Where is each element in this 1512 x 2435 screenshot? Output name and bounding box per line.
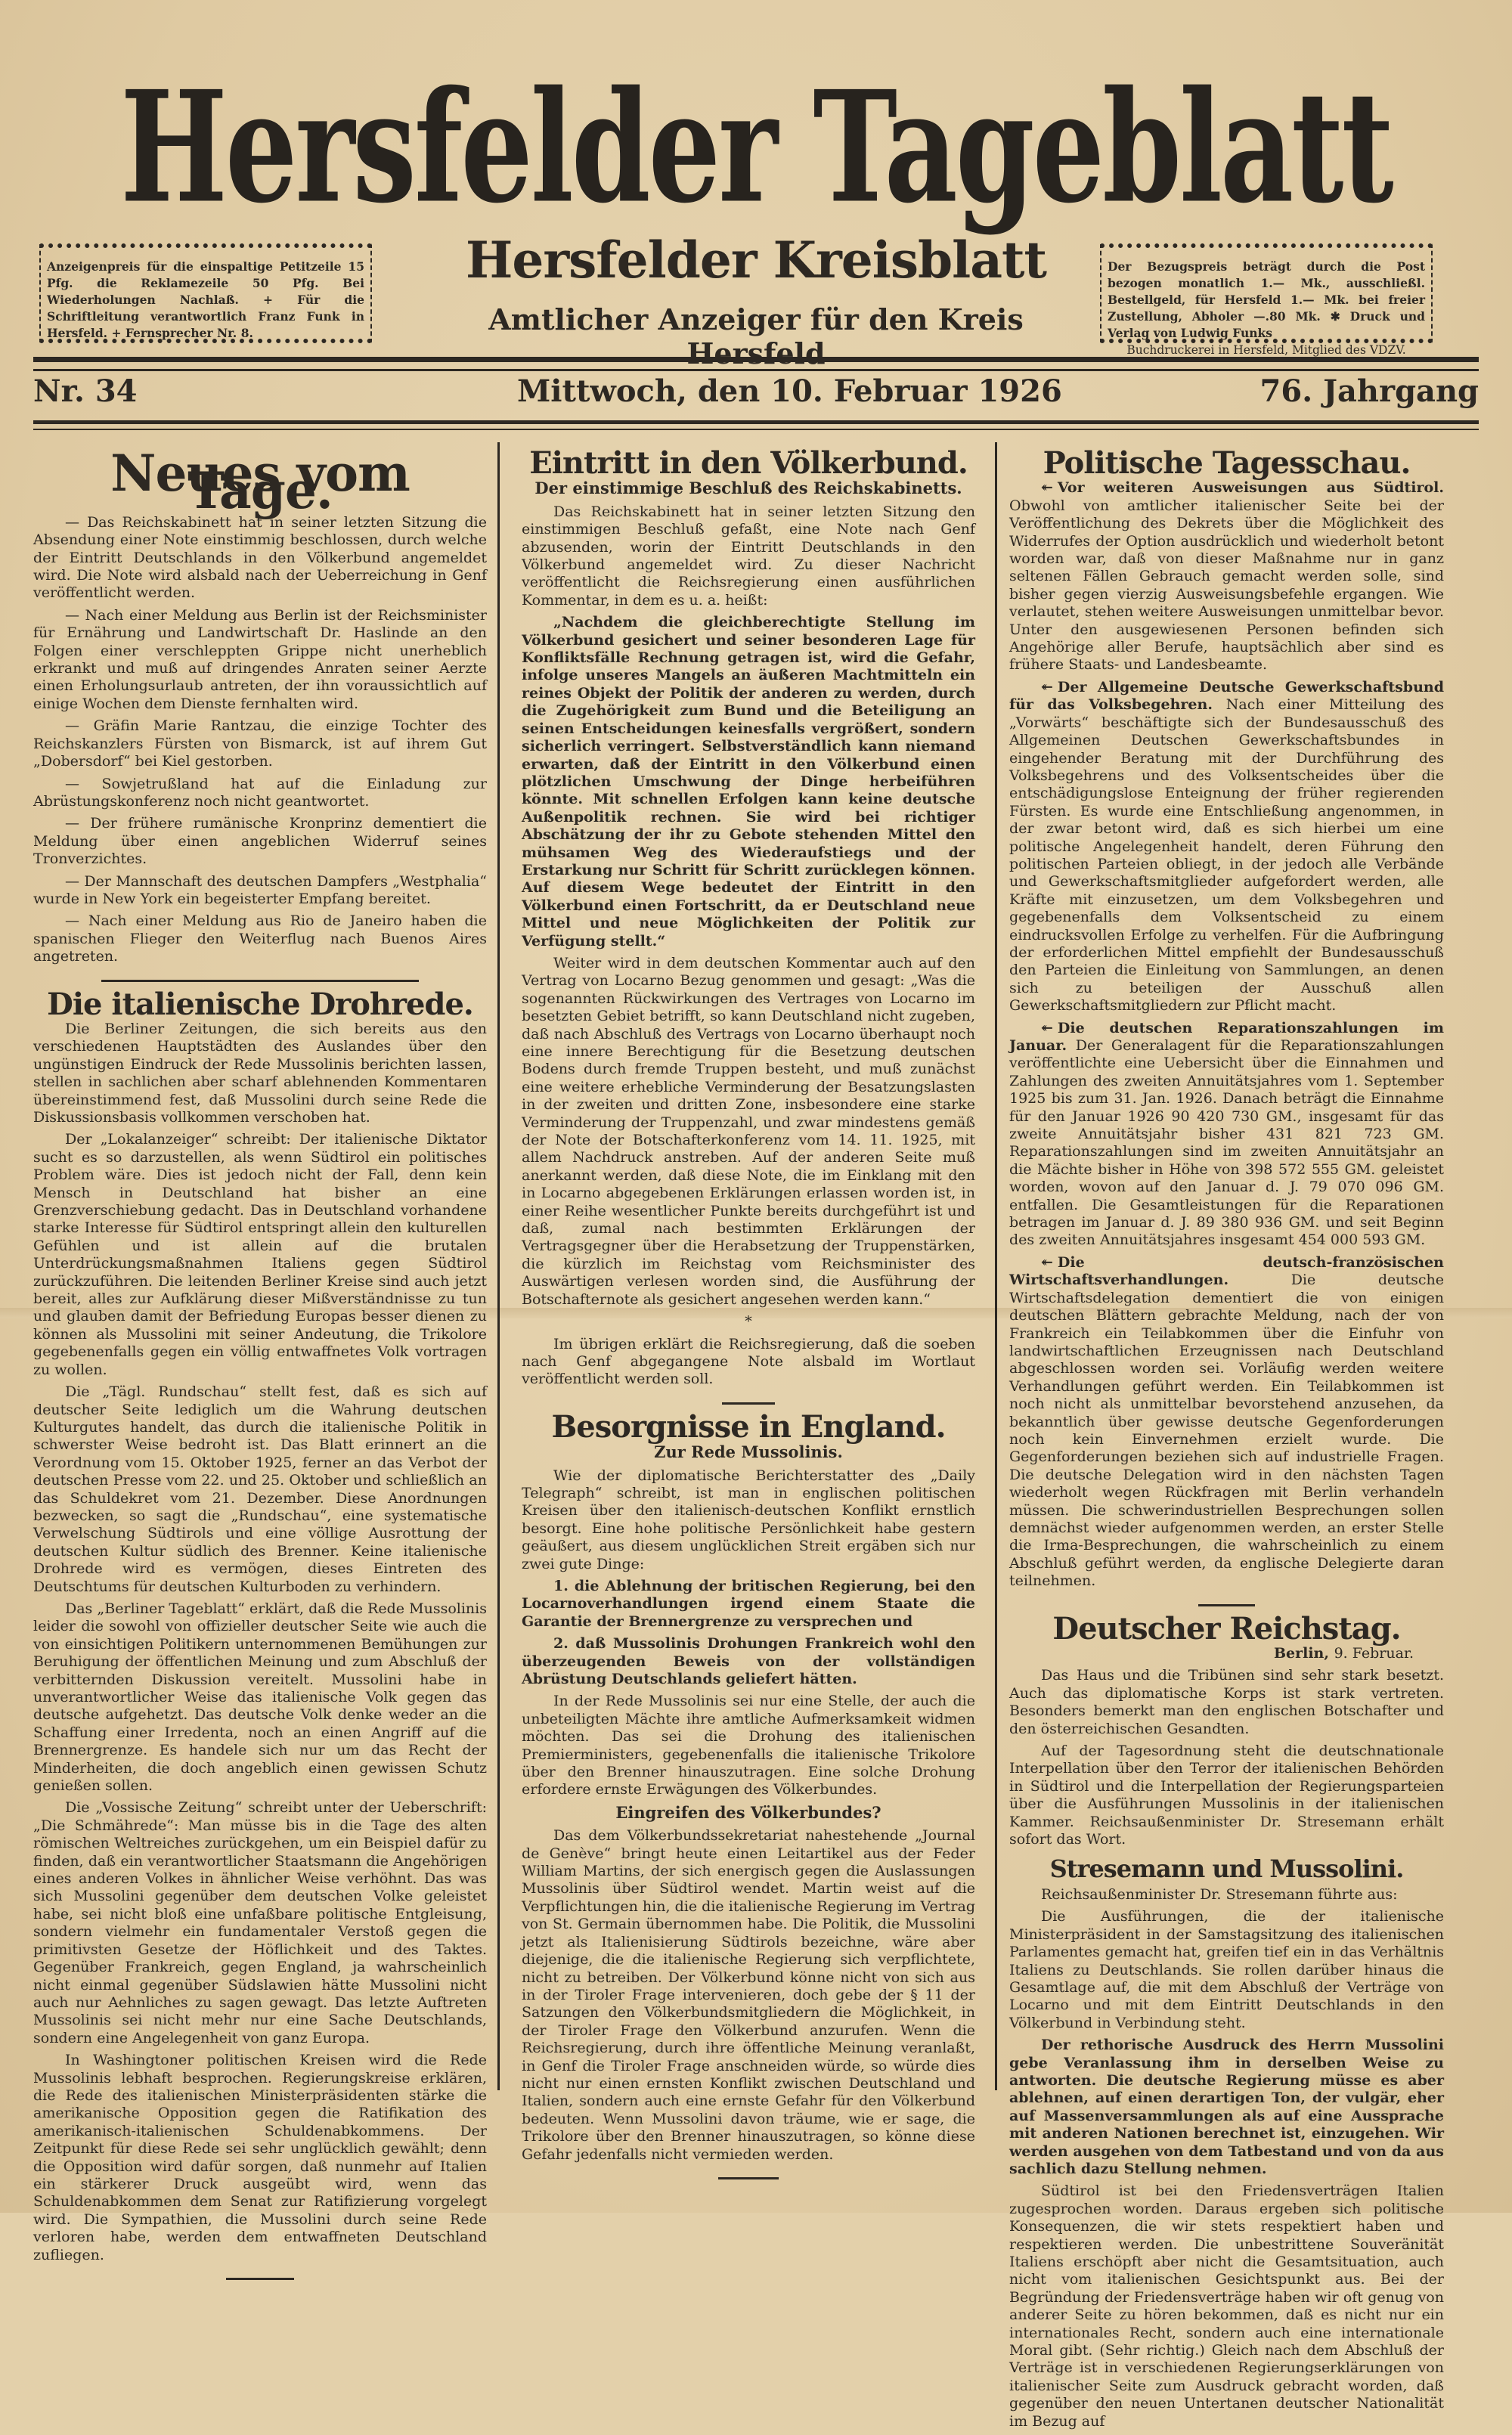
masthead-divider [33, 357, 1479, 371]
item-marker-icon: ↞ [1041, 1019, 1053, 1036]
item-lead: Vor weiteren Ausweisungen aus Südtirol. [1057, 479, 1444, 497]
quoted-commentary: „Nachdem die gleichberechtigte Stellung im Völkerbund gesichert und seiner besonderen Lage für Konfliktsfälle Rechnung getragen ist, wird die Gefahr, infolge unseres Mangels an äußeren Machtmitteln ein reines Objekt der Politik der anderen zu werden, durch die Zugehörigkeit zum Bund und die Beteiligung an seinen Entscheidungen keinesfalls vergrößert, sondern sicherlich verringert. Selbstverständlich kann niemand erwarten, daß der Eintritt in den Völkerbund einen plötzlichen Umschwung der Dinge herbeiführen könnte. Mit schnellen Erfolgen kann keine deutsche Außenpolitik rechnen. Sie wird bei richtiger Abschätzung der ihr zu Gebote stehenden Mittel den mühsamen Weg des Wiederaufstiegs und der Erstarkung nur Schritt für Schritt zurücklegen können. Auf diesem Wege bedeutet der Eintritt in den Völkerbund einen Fortschritt, da er Deutschland neue Mittel und neue Möglichkeiten der Politik zur Verfügung stellt.“ [522, 614, 975, 950]
news-item: — Sowjetrußland hat auf die Einladung zur Abrüstungskonferenz noch nicht geantwortet. [33, 775, 487, 810]
news-heading: Neues vom Tage. [110, 444, 410, 521]
voelkerbund-heading: Eintritt in den Völkerbund. [529, 445, 968, 481]
section-divider [101, 980, 419, 982]
news-item: — Der frühere rumänische Kronprinz dementiert die Meldung über einen angeblichen Widerruf seines Tronverzichtes. [33, 815, 487, 868]
article-paragraph: Wie der diplomatische Berichterstatter des „Daily Telegraph“ schreibt, ist man in englischen politischen Kreisen über den italienisch-deutschen Konflikt ernstlich besorgt. Eine hohe politische Persönlichkeit habe gestern geäußert, aus diesem unglücklichen Streit ergäben sich nur zwei gute Dinge: [522, 1467, 975, 1572]
dateline [1009, 1645, 1414, 1662]
issue-volume: 76. Jahrgang [1259, 373, 1479, 409]
stresemann-heading: Stresemann und Mussolini. [1049, 1854, 1404, 1884]
item-text: Der Generalagent für die Reparationszahlungen veröffentlichte eine Uebersicht über die Einnahmen und Zahlungen des zweiten Annuitätsjahres vom 1. September 1925 bis zum 31. Jan. 1926. Danach beträgt die Einnahme für den Januar 1926 90 420 730 GM., insgesamt für das zweite Annuitätsjahr bisher 431 821 723 GM. Reparationszahlungen sind im zweiten Annuitätsjahr an die Mächte bisher in Höhe von 398 572 555 GM. geleistet worden, wovon auf den Januar d. J. 79 070 096 GM. entfallen. Die Gesamtleistungen für die Reparationen betragen im Januar d. J. 89 380 936 GM. und seit Beginn des zweiten Annuitätsjahres insgesamt 454 000 593 GM. [1009, 1037, 1444, 1249]
item-lead: Die deutschen Reparationszahlungen im Januar. [1009, 1019, 1444, 1054]
article-paragraph: Weiter wird in dem deutschen Kommentar auch auf den Vertrag von Locarno Bezug genommen und gesagt: „Was die sogenannten Rückwirkungen des Vertrages von Locarno im besetzten Gebiet betrifft, so kann Deutschland nicht zugeben, daß nach Abschluß des Vertrags von Locarno überhaupt noch eine innere Berechtigung für die Besetzung deutschen Bodens durch fremde Truppen besteht, und muß zunächst eine weitere erhebliche Verminderung der Besatzungslasten in der zweiten und dritten Zone, insbesondere eine starke Verminderung der Truppenzahl, und zwar mindestens gemäß der Note der Botschafterkonferenz vom 14. 11. 1925, mit allem Nachdruck anstreben. Auf der anderen Seite muß anerkannt werden, daß diese Note, die im Einklang mit den in Locarno abgegebenen Erklärungen erlassen worden ist, in einer Reihe wesentlicher Punkte bereits durchgeführt ist und daß, zumal nach bestimmten Erklärungen der Vertragsgegner über die Herabsetzung der Truppenstärken, die kürzlich im Reichstag vom Reichsminister des Auswärtigen verlesen worden sind, die Ausführung der Botschafternote als gesichert angesehen werden kann.“ [522, 954, 975, 1308]
england-heading: Besorgnisse in England. [551, 1408, 946, 1445]
news-item: — Gräfin Marie Rantzau, die einzige Tochter des Reichskanzlers Fürsten von Bismarck, ist auf ihrem Gut „Dobersdorf“ bei Kiel gestorben. [33, 717, 487, 770]
tagesschau-item [1009, 679, 1444, 1015]
section-divider [1198, 1604, 1255, 1606]
advertising-rates-text: Anzeigenpreis für die einspaltige Petitzeile 15 Pfg. die Reklamezeile 50 Pfg. Bei Wiederholungen Nachlaß. + Für die Schriftleitung verantwortlich Franz Funk in Hersfeld. + Fernsprecher Nr. 8. [47, 259, 364, 340]
column-3 [1009, 442, 1444, 2435]
issue-info-row [33, 373, 1479, 411]
tagesschau-heading: Politische Tagesschau. [1043, 445, 1411, 481]
item-text: Nach einer Mitteilung des „Vorwärts“ beschäftigte sich der Bundesausschuß des Allgemeinen Deutschen Gewerkschaftsbundes in eingehender Beratung mit der Durchführung des Volksbegehrens und des Volksentscheides über die entschädigungslose Enteignung der früher regierenden Fürsten. Es wurde eine Entschließung angenommen, in der zwar betont wird, daß es sich hierbei um eine politische Angelegenheit handelt, deren Führung den politischen Parteien obliegt, in der jedoch alle Verbände und Gewerkschaftsmitglieder aufgefordert werden, alle Kräfte mit einzusetzen, um dem Volksbegehren und gegebenenfalls dem Volksentscheid zu einem eindrucksvollen Erfolge zu verhelfen. Für die Aufbringung der erforderlichen Mittel empfiehlt der Bundesausschuß den Parteien die Einleitung von Sammlungen, an denen sich zu beteiligen der Ausschuß allen Gewerkschaftsmitgliedern zur Pflicht macht. [1009, 696, 1445, 1015]
article-paragraph: Reichsaußenminister Dr. Stresemann führte aus: [1041, 1885, 1398, 1903]
reichstag-heading: Deutscher Reichstag. [1052, 1610, 1401, 1647]
advertising-rates-box [39, 243, 372, 343]
item-lead: Der Allgemeine Deutsche Gewerkschaftsbund für das Volksbegehren. [1009, 678, 1444, 714]
section-divider [722, 1402, 775, 1405]
column-rule [995, 442, 997, 2090]
article-paragraph: Der „Lokalanzeiger“ schreibt: Der italienische Diktator sucht es so darzustellen, als wenn Südtirol ein politisches Problem wäre. Dies ist jedoch nicht der Fall, denn kein Mensch in Deutschland hat bisher an eine Grenzverschiebung gedacht. Das in Deutschland vorhandene starke Interesse für Südtirol entspringt allein den kulturellen Gefühlen und ist allein auf die brutalen Unterdrückungsmaßnahmen Italiens gegen Südtirol zurückzuführen. Die leitenden Berliner Kreise sind auch jetzt bereit, alles zur Aufklärung dieser Mißverständnisse zu tun und glauben damit der Befriedung Europas besser dienen zu können als Mussolini mit seiner Andeutung, die Trikolore gegebenenfalls gegen ein völlig entwaffnetes Volk vortragen zu wollen. [33, 1131, 487, 1378]
masthead-tagline: Amtlicher Anzeiger für den Kreis Hersfeld [488, 302, 1024, 370]
issue-date: Mittwoch, den 10. Februar 1926 [517, 373, 1062, 409]
article-paragraph: Auf der Tagesordnung steht die deutschnationale Interpellation über den Terror der italienischen Behörden in Südtirol und die Interpellation der Regierungsparteien über die Ausführungen Mussolinis in der italienischen Kammer. Reichsaußenminister Dr. Stresemann erhält sofort das Wort. [1009, 1743, 1444, 1848]
news-item: — Das Reichskabinett hat in seiner letzten Sitzung die Absendung einer Note einstimmig beschlossen, durch welche der Eintritt Deutschlands in den Völkerbund angemeldet wird. Die Note wird alsbald nach der Ueberreichung in Genf veröffentlicht werden. [33, 513, 487, 602]
news-item: — Der Mannschaft des deutschen Dampfers „Westphalia“ wurde in New York ein begeisterter Empfang bereitet. [33, 872, 487, 907]
article-paragraph: Südtirol ist bei den Friedensverträgen Italien zugesprochen worden. Daraus ergeben sich politische Konsequenzen, die wir stets respektiert haben und respektieren werden. Die unbestrittene Souveränität Italiens erschöpft aber nicht die Gesamtsituation, auch nicht vom italienischen Gesichtspunkt aus. Bei der Begründung der Friedensverträge haben wir oft genug von anderer Seite zu hören bekommen, daß es nicht nur ein internationales Recht, sondern auch eine internationale Moral gibt. (Sehr richtig.) Gleich nach dem Abschluß der Verträge ist in verschiedenen Regierungserklärungen von italienischer Seite zum Ausdruck gebracht worden, daß gegenüber den neuen Untertanen deutscher Nationalität im Bezug auf [1009, 2183, 1444, 2430]
article-paragraph: Die „Tägl. Rundschau“ stellt fest, daß es sich auf deutscher Seite lediglich um die Wahrung deutschen Kulturgutes handelt, das durch die italienische Politik in schwerster Weise bedroht ist. Das Blatt erinnert an die Verordnung vom 15. Oktober 1925, ferner an das Verbot der deutschen Presse vom 22. und 25. Oktober und schließlich an das Schuldekret vom 21. Dezember. Diese Anordnungen bezwecken, so sagt die „Rundschau“, eine systematische Verwelschung Südtirols und eine völlige Ausrottung der deutschen Kultur südlich des Brenner. Keine italienische Drohrede wird es vermögen, dieses Eintreten des Deutschtums für deutschen Kulturboden zu verhindern. [33, 1383, 487, 1595]
news-item: — Nach einer Meldung aus Berlin ist der Reichsminister für Ernährung und Landwirtschaft Dr. Haslinde an den Folgen einer verschleppten Grippe nicht unerheblich erkrankt und muß auf dringendes Anraten seiner Aerzte einen Erholungsurlaub antreten, der ihn voraussichtlich auf einige Wochen dem Dienste fernhalten wird. [33, 606, 487, 712]
item-text: Obwohl von amtlicher italienischer Seite bei der Veröffentlichung des Dekrets über die Möglichkeit des Widerrufes der Option ausdrücklich und wiederholt betont worden war, daß von dieser Maßnahme nur in ganz seltenen Fällen Gebrauch gemacht werden solle, sind bisher gegen vierzig Ausweisungsbefehle ergangen. Wie verlautet, stehen weitere Ausweisungen unmittelbar bevor. Unter den ausgewiesenen Personen befinden sich Angehörige aller Berufe, hauptsächlich aber sind es frühere Staats- und Landesbeamte. [1009, 497, 1444, 674]
article-paragraph: Das Haus und die Tribünen sind sehr stark besetzt. Auch das diplomatische Korps ist stark vertreten. Besonders bemerkt man den englischen Botschafter und den österreichischen Gesandten. [1009, 1667, 1444, 1737]
article-paragraph: Das „Berliner Tageblatt“ erklärt, daß die Rede Mussolinis leider die sowohl von offizieller deutscher Seite wie auch die von einsichtigen Politikern unternommenen Bemühungen zur Beruhigung der öffentlichen Meinung und zum Abschluß der verbitternden Diskussion vereitelt. Mussolini habe in unverantwortlicher Weise das italienische Volk gegen das deutsche aufgehetzt. Das deutsche Volk denke weder an die Schaffung einer Irredenta, noch an einen Angriff auf die Brennergrenze. Es handele sich nur um das Recht der Minderheiten, die doch angeblich einen gewissen Schutz genießen sollen. [33, 1600, 487, 1795]
item-marker-icon: ↞ [1041, 479, 1053, 497]
drohrede-heading: Die italienische Drohrede. [47, 986, 473, 1022]
numbered-point: 1. die Ablehnung der britischen Regierung, bei den Locarnoverhandlungen irgend einem Staate die Garantie der Brennergrenze zu versprechen und [522, 1577, 975, 1630]
subscription-box [1100, 243, 1433, 357]
issue-number: Nr. 34 [33, 373, 138, 409]
section-divider [718, 2177, 779, 2179]
dateline-place: Berlin, [1273, 1645, 1329, 1662]
news-item: — Nach einer Meldung aus Rio de Janeiro haben die spanischen Flieger den Weiterflug nach Buenos Aires angetreten. [33, 912, 487, 965]
asterisk-separator: * [745, 1313, 752, 1331]
article-paragraph: Im übrigen erklärt die Reichsregierung, daß die soeben nach Genf abgegangene Note alsbald im Wortlaut veröffentlicht werden soll. [522, 1335, 975, 1388]
item-marker-icon: ↞ [1041, 678, 1053, 695]
tagesschau-item [1009, 1020, 1444, 1250]
article-paragraph: In der Rede Mussolinis sei nur eine Stelle, der auch die unbeteiligten Mächte ihre amtliche Aufmerksamkeit widmen möchten. Das sei die Drohung des italienischen Premierministers, gegebenenfalls die italienische Trikolore über den Brenner hinauszutragen. Eine solche Drohung erfordere ernste Erwägungen des Völkerbundes. [522, 1693, 975, 1798]
article-paragraph: Die „Vossische Zeitung“ schreibt unter der Ueberschrift: „Die Schmährede“: Man müsse bis in die Tage des alten römischen Weltreiches zurückgehen, um ein Beispiel dafür zu finden, daß ein verantwortlicher Staatsmann die Angehörigen eines anderen Volkes in ähnlicher Weise verhöhnt. Das was sich Mussolini gegenüber dem deutschen Volke geleistet habe, sei nicht bloß eine unfaßbare politische Entgleisung, sondern vielmehr ein fundamentaler Verstoß gegen die primitivsten Gesetze der Höflichkeit und des Taktes. Gegenüber Frankreich, gegen England, ja wahrscheinlich nicht einmal gegenüber Südslawien hätte Mussolini nicht auch nur Aehnliches zu sagen gewagt. Das letzte Auftreten Mussolinis sei nicht mehr nur eine Sache Deutschlands, sondern eine Angelegenheit von ganz Europa. [33, 1799, 487, 2046]
article-paragraph: In Washingtoner politischen Kreisen wird die Rede Mussolinis lebhaft besprochen. Regierungskreise erklären, die Rede des italienischen Ministerpräsidenten stärke die amerikanische Opposition gegen die Ratifikation des amerikanisch-italienischen Schuldenabkommens. Der Zeitpunkt für diese Rede sei sehr unglücklich gewählt; denn die Opposition wird dafür sorgen, daß nunmehr auf Italien ein stärkerer Druck ausgeübt wird, wenn das Schuldenabkommen dem Senat zur Ratifizierung vorgelegt wird. Die Sympathien, die Mussolini durch seine Rede verloren habe, werden dem entwaffneten Deutschland zufliegen. [33, 2052, 487, 2263]
tagesschau-item [1009, 1254, 1444, 1591]
masthead-subtitle: Hersfelder Kreisblatt [466, 231, 1046, 290]
subscription-text: Der Bezugspreis beträgt durch die Post bezogen monatlich 1.— Mk., ausschließl. Bestellgeld, für Hersfeld 1.— Mk. bei freier Zustellung, Abholer —.80 Mk. ✱ Druck und Verlag von Ludwig Funks [1108, 259, 1425, 340]
tagesschau-item [1009, 479, 1444, 674]
masthead-title: Hersfelder Tageblatt [120, 57, 1392, 238]
section-divider [226, 2278, 294, 2280]
article-paragraph-bold: Der rethorische Ausdruck des Herrn Mussolini gebe Veranlassung ihm in derselben Weise zu antworten. Die deutsche Regierung müsse es aber ablehnen, auf einen derartigen Ton, der vulgär, eher auf Massenversammlungen als auf eine Aussprache mit anderen Nationen berechnet ist, einzugehen. Wir werden ausgehen von dem Tatbestand und von da aus sachlich dazu Stellung nehmen. [1009, 2037, 1444, 2177]
article-paragraph: Das Reichskabinett hat in seiner letzten Sitzung den einstimmigen Beschluß gefaßt, eine Note nach Genf abzusenden, worin der Eintritt Deutschlands in den Völkerbund angemeldet wird. Zu dieser Nachricht veröffentlicht die Reichsregierung einen ausführlichen Kommentar, in dem es u. a. heißt: [522, 503, 975, 609]
item-marker-icon: ↞ [1041, 1253, 1053, 1271]
article-paragraph: Das dem Völkerbundssekretariat nahestehende „Journal de Genève“ bringt heute einen Leitartikel aus der Feder William Martins, der sich energisch gegen die Auslassungen Mussolinis über Südtirol wendet. Martin weist auf die Verpflichtungen hin, die die italienische Regierung im Vertrag von St. Germain übernommen habe. Die Politik, die Mussolini jetzt als Italienisierung Südtirols bezeichne, wäre aber diejenige, die die italienische Regierung sich verpflichtete, nicht zu betreiben. Der Völkerbund könne nicht von sich aus in der Tiroler Frage intervenieren, doch gebe der § 11 der Satzungen den Völkerbundsmitgliedern die Möglichkeit, in der Tiroler Frage den Völkerbund anzurufen. Wenn die Reichsregierung, durch ihre öffentliche Meinung veranlaßt, in Genf die Tiroler Frage anschneiden würde, so würde dies nicht nur einen ernsten Konflikt zwischen Deutschland und Italien, sondern auch eine ernste Gefahr für den Völkerbund bedeuten. Wenn Mussolini davon träume, wie er sage, die Trikolore über den Brenner hinauszutragen, so könne diese Gefahr jedenfalls nicht vermieden werden. [522, 1827, 975, 2163]
dateline-date: 9. Februar. [1334, 1645, 1414, 1662]
item-lead: Die deutsch-französischen Wirtschaftsverhandlungen. [1009, 1253, 1444, 1289]
column-2 [522, 442, 975, 2193]
printer-text: Buchdruckerei in Hersfeld, Mitglied des VDZV. [1126, 343, 1406, 357]
eingreifen-subheading: Eingreifen des Völkerbundes? [615, 1802, 881, 1822]
numbered-point: 2. daß Mussolinis Drohungen Frankreich wohl den überzeugenden Beweis von der vollständigen Abrüstung Deutschlands geliefert hätten. [522, 1635, 975, 1687]
england-subheading: Zur Rede Mussolinis. [654, 1442, 843, 1462]
header-divider [33, 420, 1479, 430]
article-paragraph: Die Ausführungen, die der italienische Ministerpräsident in der Samstagsitzung des italienischen Parlamentes gemacht hat, greifen tief ein in das Verhältnis Italiens zu Deutschlands. Sie rollen darüber hinaus die Gesamtlage auf, die mit dem Abschluß der Verträge von Locarno und mit dem Eintritt Deutschlands in den Völkerbund in Verbindung steht. [1009, 1908, 1444, 2031]
article-paragraph: Die Berliner Zeitungen, die sich bereits aus den verschiedenen Hauptstädten des Auslandes über den ungünstigen Eindruck der Rede Mussolinis berichten lassen, stellen in sachlichen aber scharf ablehnenden Kommentaren übereinstimmend fest, daß Mussolini durch seine Rede die Diskussionsbasis vollkommen verschoben hat. [33, 1020, 487, 1126]
item-text: Die deutsche Wirtschaftsdelegation dementiert die von einigen deutschen Blättern gebrachte Meldung, nach der von Frankreich ein Teilabkommen über die Einfuhr von landwirtschaftlichen Erzeugnissen nach Deutschland abgeschlossen worden sei. Vorläufig werden weitere Verhandlungen geführt werden. Ein Teilabkommen ist noch nicht als unmittelbar bevorstehend anzusehen, da bekanntlich über gewisse deutsche Gegenforderungen noch kein Einvernehmen erzielt wurde. Die Gegenforderungen beziehen sich auf industrielle Fragen. Die deutsche Delegation wird in den nächsten Tagen wiederholt wegen Rückfragen mit Berlin verhandeln müssen. Die schwerindustriellen Besprechungen sollen demnächst wieder aufgenommen werden, an erster Stelle die Irma-Besprechungen, die wahrscheinlich zu einem Abschluß geführt werden, da englische Delegierte daran teilnehmen. [1009, 1272, 1445, 1590]
column-rule [497, 442, 500, 2090]
voelkerbund-subheading: Der einstimmige Beschluß des Reichskabinetts. [534, 479, 962, 498]
column-1 [33, 442, 487, 2294]
